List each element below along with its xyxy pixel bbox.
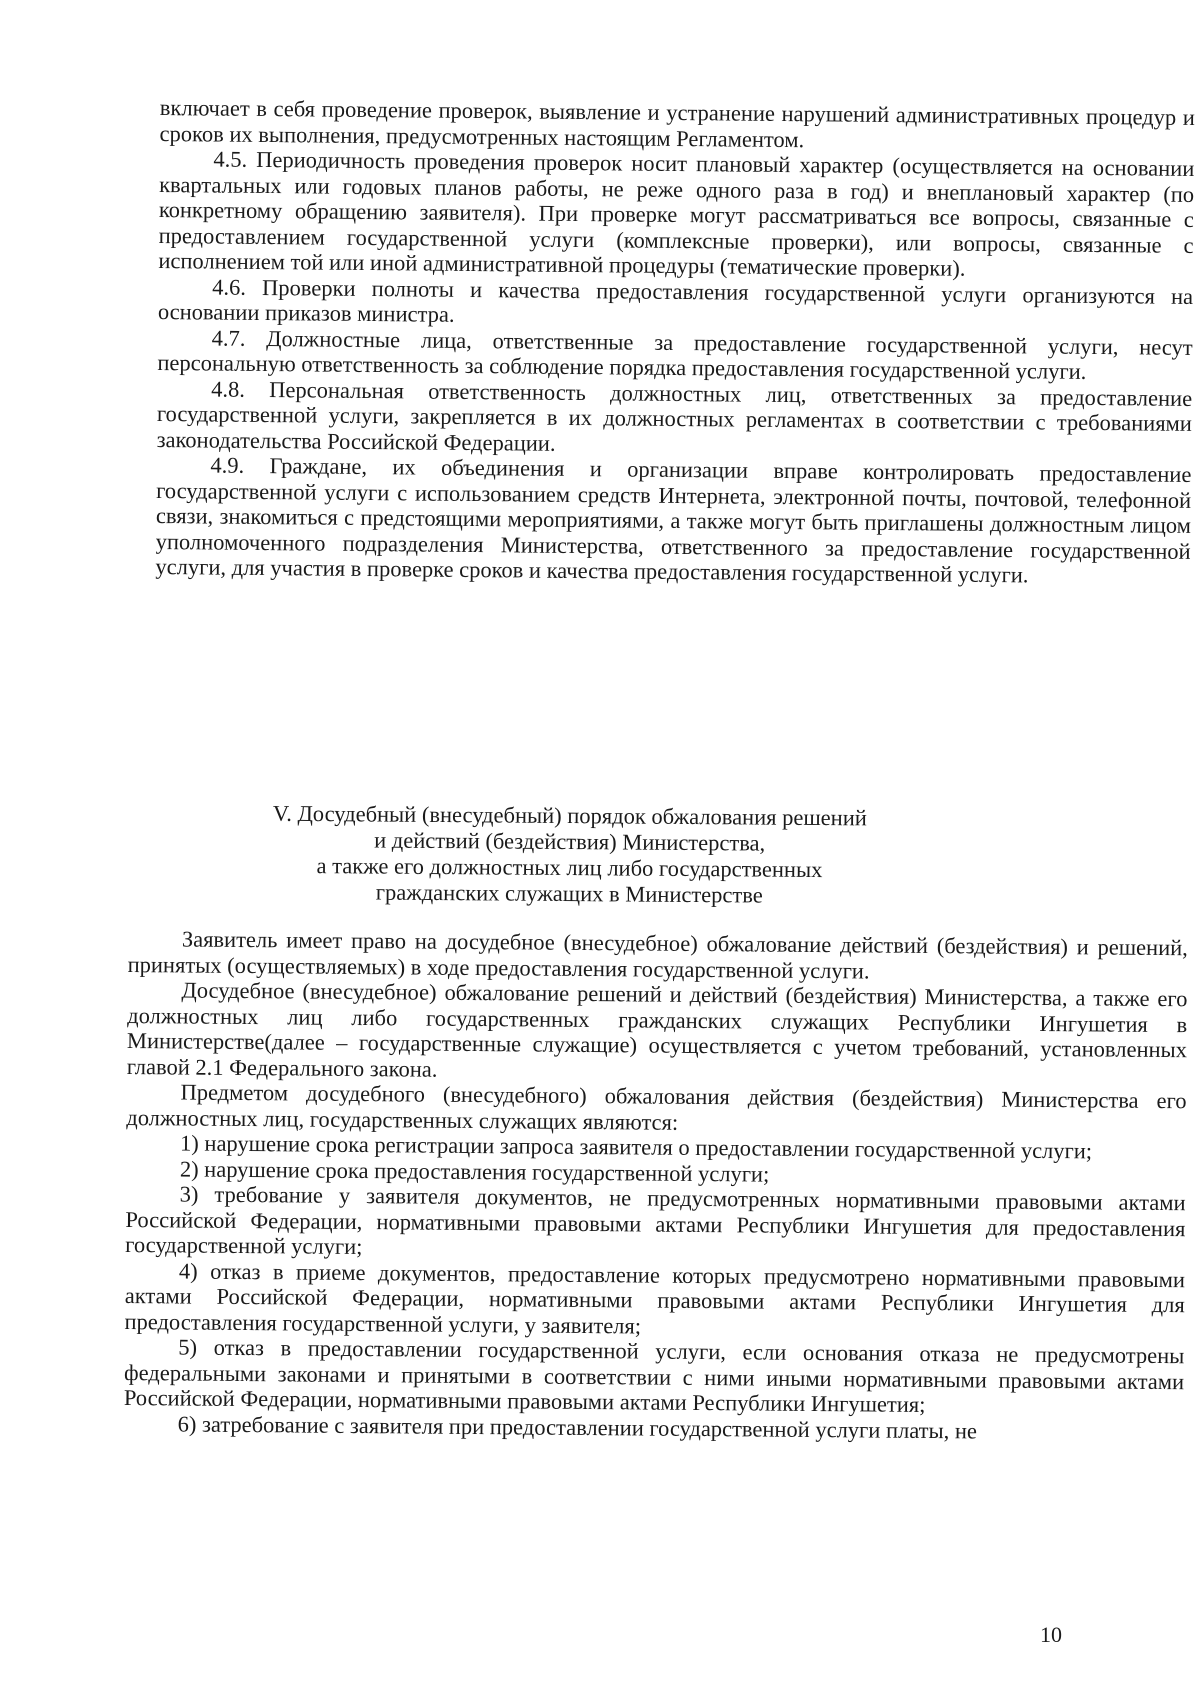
paragraph-4-6: 4.6. Проверки полноты и качества предоставления государственной услуги организуются на основании приказов министра.: [157, 274, 1194, 327]
section-5-text: [124, 926, 1188, 1445]
paragraph-4-8: 4.8. Персональная ответственность должностных лиц, ответственных за предоставление государственной услуги, закрепляется в их должностных регламентах в соответствии с требованиями законодательства Российской Федерации.: [156, 376, 1193, 456]
heading-line-3: а также его должностных лиц либо государственных: [316, 853, 823, 883]
paragraph-4-7: 4.7. Должностные лица, ответственные за предоставление государственной услуги, несут персональную ответственность за соблюдение порядка предоставления государственной услуги.: [157, 325, 1193, 384]
list-item-6: 6) затребование с заявителя при предоставлении государственной услуги платы, не: [177, 1410, 978, 1443]
page-number: 10: [1040, 1622, 1062, 1647]
section-5-heading: [179, 800, 960, 910]
list-item-2: 2) нарушение срока предоставления государственной услуги;: [179, 1155, 770, 1187]
paragraph-appeal-procedure: Досудебное (внесудебное) обжалование решений и действий (бездействия) Министерства, а также его должностных лиц либо государственных гражданских служащих Республики Ингушетия в Министерстве(далее – государственные служащие) осуществляется с учетом требований, установленных главой 2.1 Федерального закона.: [126, 977, 1188, 1082]
paragraph-4-9: 4.9. Граждане, их объединения и организации вправе контролировать предоставление государственной услуги с использованием средств Интернета, электронной почты, почтовой, телефонной связи, знакомиться с предстоящими мероприятиями, а также могут быть приглашены должностным лицом уполномоченного подразделения Министерства, ответственного за предоставление государственной услуги, для участия в проверке сроков и качества предоставления государственной услуги.: [155, 452, 1192, 588]
paragraph-right-to-appeal: Заявитель имеет право на досудебное (внесудебное) обжалование действий (бездействия) и решений, принятых (осуществляемых) в ходе предоставления государственной услуги.: [127, 926, 1188, 983]
list-item-5: 5) отказ в предоставлении государственной услуги, если основания отказа не предусмотрены федеральными законами и принятыми в соответствии с ними иными нормативными правовыми актами Российской Федерации, нормативными правовыми актами Республики Ингушетия;: [123, 1334, 1185, 1417]
list-item-3: 3) требование у заявителя документов, не предусмотренных нормативными правовыми актами Российской Федерации, нормативными правовыми актами Республики Ингушетия для предоставления государственной услуги;: [125, 1181, 1186, 1260]
paragraph-4-5: 4.5. Периодичность проведения проверок носит плановый характер (осуществляется на основании квартальных или годовых планов работы, не реже одного раза в год) и внеплановый характер (по конкретному обращению заявителя). При проверке могут рассматриваться все вопросы, связанные с предоставлением государственной услуги (комплексные проверки), или вопросы, связанные с исполнением той или иной административной процедуры (тематические проверки).: [158, 146, 1195, 281]
list-item-1: 1) нарушение срока регистрации запроса заявителя о предоставлении государственной услуги;: [179, 1130, 1093, 1164]
list-item-4: 4) отказ в приеме документов, предоставление которых предусмотрено нормативными правовыми актами Российской Федерации, нормативными правовыми актами Республики Ингушетия для предоставления государственной услуги, у заявителя;: [124, 1257, 1186, 1338]
heading-line-4: гражданских служащих в Министерстве: [375, 879, 763, 908]
heading-line-2: и действий (бездействия) Министерства,: [374, 827, 766, 856]
heading-line-1: V. Досудебный (внесудебный) порядок обжалования решений: [272, 800, 867, 831]
paragraph-4-4-continuation: включает в себя проведение проверок, выявление и устранение нарушений административных процедур и сроков их выполнения, предусмотренных настоящим Регламентом.: [159, 95, 1195, 152]
paragraph-appeal-subject: Предметом досудебного (внесудебного) обжалования действия (бездействия) Министерства его должностных лиц, государственных служащих являются:: [126, 1079, 1187, 1135]
section-4-text: [155, 95, 1195, 589]
